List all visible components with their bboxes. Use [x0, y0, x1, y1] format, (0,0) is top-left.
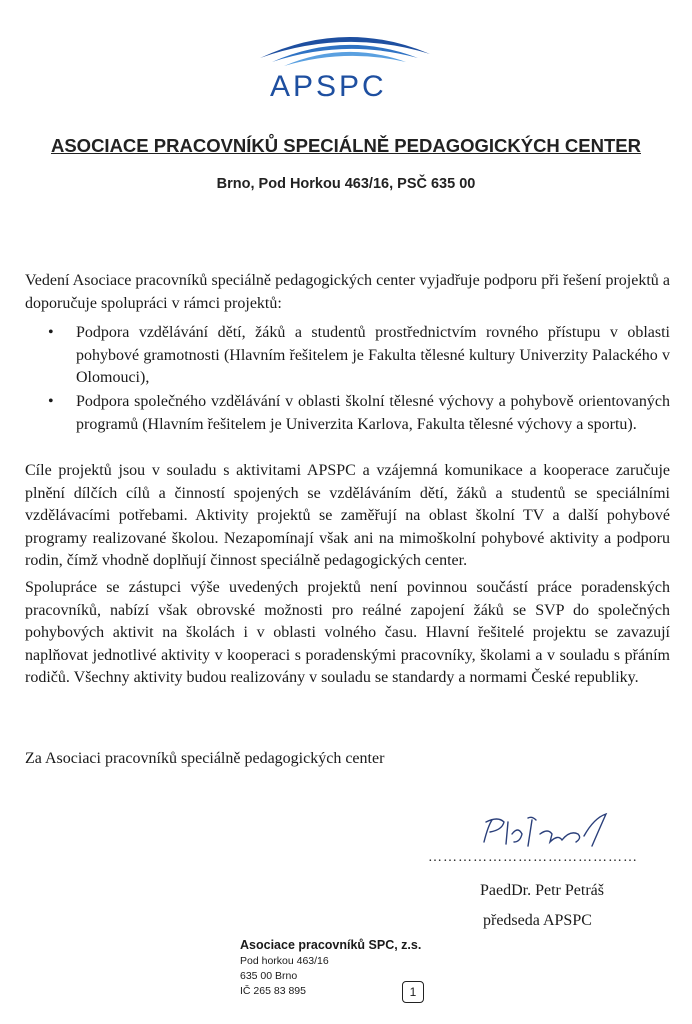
intro-paragraph: Vedení Asociace pracovníků speciálně pedagogických center vyjadřuje podporu při řešení projektů a doporučuje spolupráci v rámci projektů:: [25, 272, 670, 312]
signature-line: ……………………………………: [428, 850, 638, 865]
organization-title: ASOCIACE PRACOVNÍKŮ SPECIÁLNĚ PEDAGOGICKÝCH CENTER: [50, 135, 641, 156]
list-item-text: Podpora vzdělávání dětí, žáků a studentů prostřednictvím rovného přístupu v oblasti pohybové gramotnosti (Hlavním řešitelem je Fakulta tělesné kultury Univerzity Palackého v Olomouci),: [76, 324, 670, 386]
bullet-icon: •: [48, 324, 54, 341]
stamp-city: 635 00 Brno: [240, 970, 298, 982]
logo-text: APSPC: [270, 70, 387, 103]
body-paragraph: Spolupráce se zástupci výše uvedených projektů není povinnou součástí práce poradenských pracovníků, nabízí však obrovské možnosti pro reálné zapojení žáků se SVP do společných pohybových aktivit na školách i v oblasti volného času. Hlavní řešitelé projektu se zavazují naplňovat jednotlivé aktivity v kooperaci s poradenskými pracovníky, školami a v souladu s přáním rodičů. Všechny aktivity budou realizovány v souladu se standardy a normami České republiky.: [25, 579, 670, 686]
signer-name: PaedDr. Petr Petráš: [480, 882, 604, 899]
bullet-icon: •: [48, 393, 54, 410]
apspc-logo: [250, 24, 440, 103]
stamp-street: Pod horkou 463/16: [240, 955, 329, 967]
stamp-ico: IČ 265 83 895: [240, 985, 306, 997]
page-number: 1: [402, 981, 424, 1003]
stamp-organization-name: Asociace pracovníků SPC, z.s.: [240, 938, 422, 952]
signer-role: předseda APSPC: [483, 912, 592, 929]
organization-stamp: [240, 938, 470, 997]
body-paragraph: Cíle projektů jsou v souladu s aktivitami APSPC a vzájemná komunikace a kooperace zaručuje plnění dílčích cílů a činností spojených se vzděláváním dětí, žáků a studentů se speciálními vzdělávacími potřebami. Aktivity projektů se zaměřují na oblast školní TV a další pohybové programy realizované školou. Nezapomínají však ani na mimoškolní pohybové aktivity a podporu rodin, čímž vhodně doplňují činnost speciálně pedagogických center.: [25, 462, 670, 569]
organization-address: Brno, Pod Horkou 463/16, PSČ 635 00: [216, 176, 476, 192]
list-item-text: Podpora společného vzdělávání v oblasti školní tělesné výchovy a pohybově orientovaných programů (Hlavním řešitelem je Univerzita Karlova, Fakulta tělesné výchovy a sportu).: [76, 393, 670, 433]
closing-line: Za Asociaci pracovníků speciálně pedagogických center: [25, 750, 385, 767]
